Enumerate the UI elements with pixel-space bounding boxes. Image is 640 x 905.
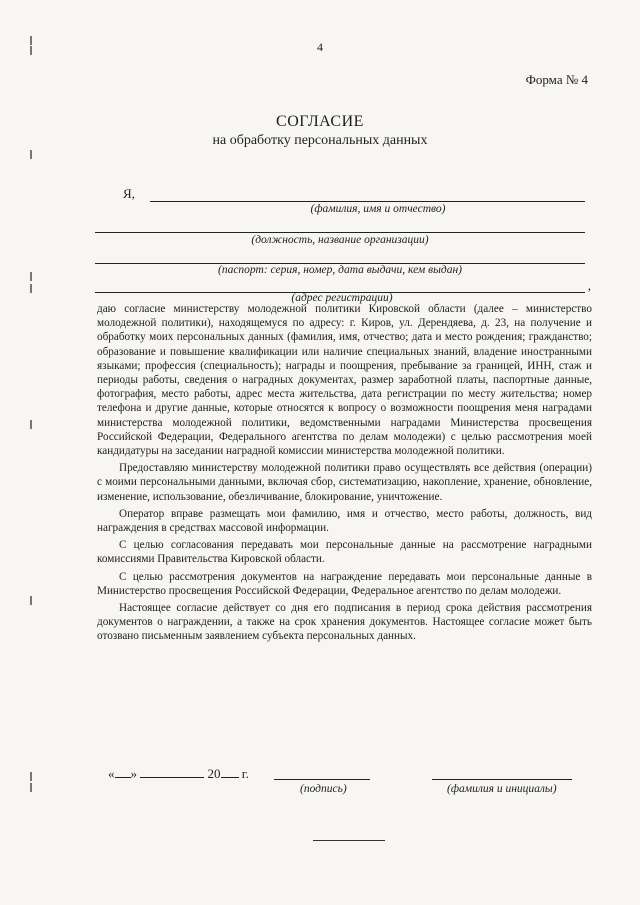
fio-line	[150, 201, 585, 202]
year-suffix: г.	[241, 766, 249, 781]
document-title: СОГЛАСИЕ	[276, 113, 364, 130]
passport-field	[95, 250, 585, 264]
year-prefix: 20	[207, 766, 221, 781]
page-number: 4	[317, 40, 323, 54]
paragraph-consent: даю согласие министерству молодежной политики Кировской области (далее – министерство молодежной политики), находящемуся по адресу: г. Киров, ул. Дерендяева, д. 23, на получение и обработку моих персональных данных (фамилия, имя, отчество; дата и место рождения; гражданство; образование и повышение квалификации или наличие специальных знаний, владение иностранными языками; профессия (специальность); награды и поощрения, пребывание за границей, ИНН, стаж и периоды работы, сведения о наградных документах, размер заработной платы, паспортные данные, фотография, место работы, адрес места жительства, дата регистрации по месту жительства; номер телефона и другие данные, которые относятся к вопросу о возможности поощрения меня наградами министерства молодежной политики, ведомственными наградами Министерства просвещения Российской Федерации, Федерального агентства по делам молодежи) с целью рассмотрения моей кандидатуры на заседании наградной комиссии министерства молодежной политики.	[97, 303, 592, 458]
signature-line	[274, 779, 370, 780]
fio-field	[95, 188, 585, 202]
position-caption: (должность, название организации)	[251, 234, 429, 246]
paragraph-validity: Настоящее согласие действует со дня его подписания в период срока действия рассмотрения документов о награждении, а также на срок хранения документов. Настоящее согласие может быть отозвано письменным заявлением субъекта персональных данных.	[97, 602, 592, 643]
passport-caption: (паспорт: серия, номер, дата выдачи, кем выдан)	[218, 264, 462, 276]
paragraph-commissions: С целью согласования передавать мои персональные данные на рассмотрение наградными комиссиями Правительства Кировской области.	[97, 539, 592, 566]
quote-open: «	[108, 766, 115, 781]
position-line	[95, 232, 585, 233]
signature-date	[108, 766, 249, 782]
address-comma: ,	[587, 278, 591, 293]
i-prefix: Я,	[123, 186, 135, 201]
bottom-rule	[313, 840, 385, 841]
paragraph-operations: Предоставляю министерству молодежной политики право осуществлять все действия (операции) с моими персональными данными, включая сбор, систематизацию, накопление, хранение, обновление, изменение, использование, обезличивание, блокирование, уничтожение.	[97, 462, 592, 503]
quote-close: »	[130, 766, 137, 781]
fio-caption: (фамилия, имя и отчество)	[310, 203, 446, 215]
name-line	[432, 779, 572, 780]
position-field	[95, 219, 585, 233]
day-blank	[115, 766, 131, 778]
form-number: Форма № 4	[525, 72, 588, 87]
document-subtitle: на обработку персональных данных	[212, 133, 428, 148]
name-caption: (фамилия и инициалы)	[447, 783, 557, 795]
signature-block	[0, 766, 640, 806]
year-blank	[221, 766, 239, 778]
month-blank	[140, 766, 204, 778]
paragraph-transfer: С целью рассмотрения документов на награждение передавать мои персональные данные в Министерство просвещения Российской Федерации, Федеральное агентство по делам молодежи.	[97, 570, 592, 597]
consent-body	[97, 302, 592, 644]
paragraph-media: Оператор вправе размещать мои фамилию, имя и отчество, место работы, должность, вид награждения в средствах массовой информации.	[97, 507, 592, 535]
address-field	[95, 278, 591, 293]
signature-caption: (подпись)	[300, 783, 347, 795]
address-caption: (адрес регистрации)	[291, 292, 393, 304]
